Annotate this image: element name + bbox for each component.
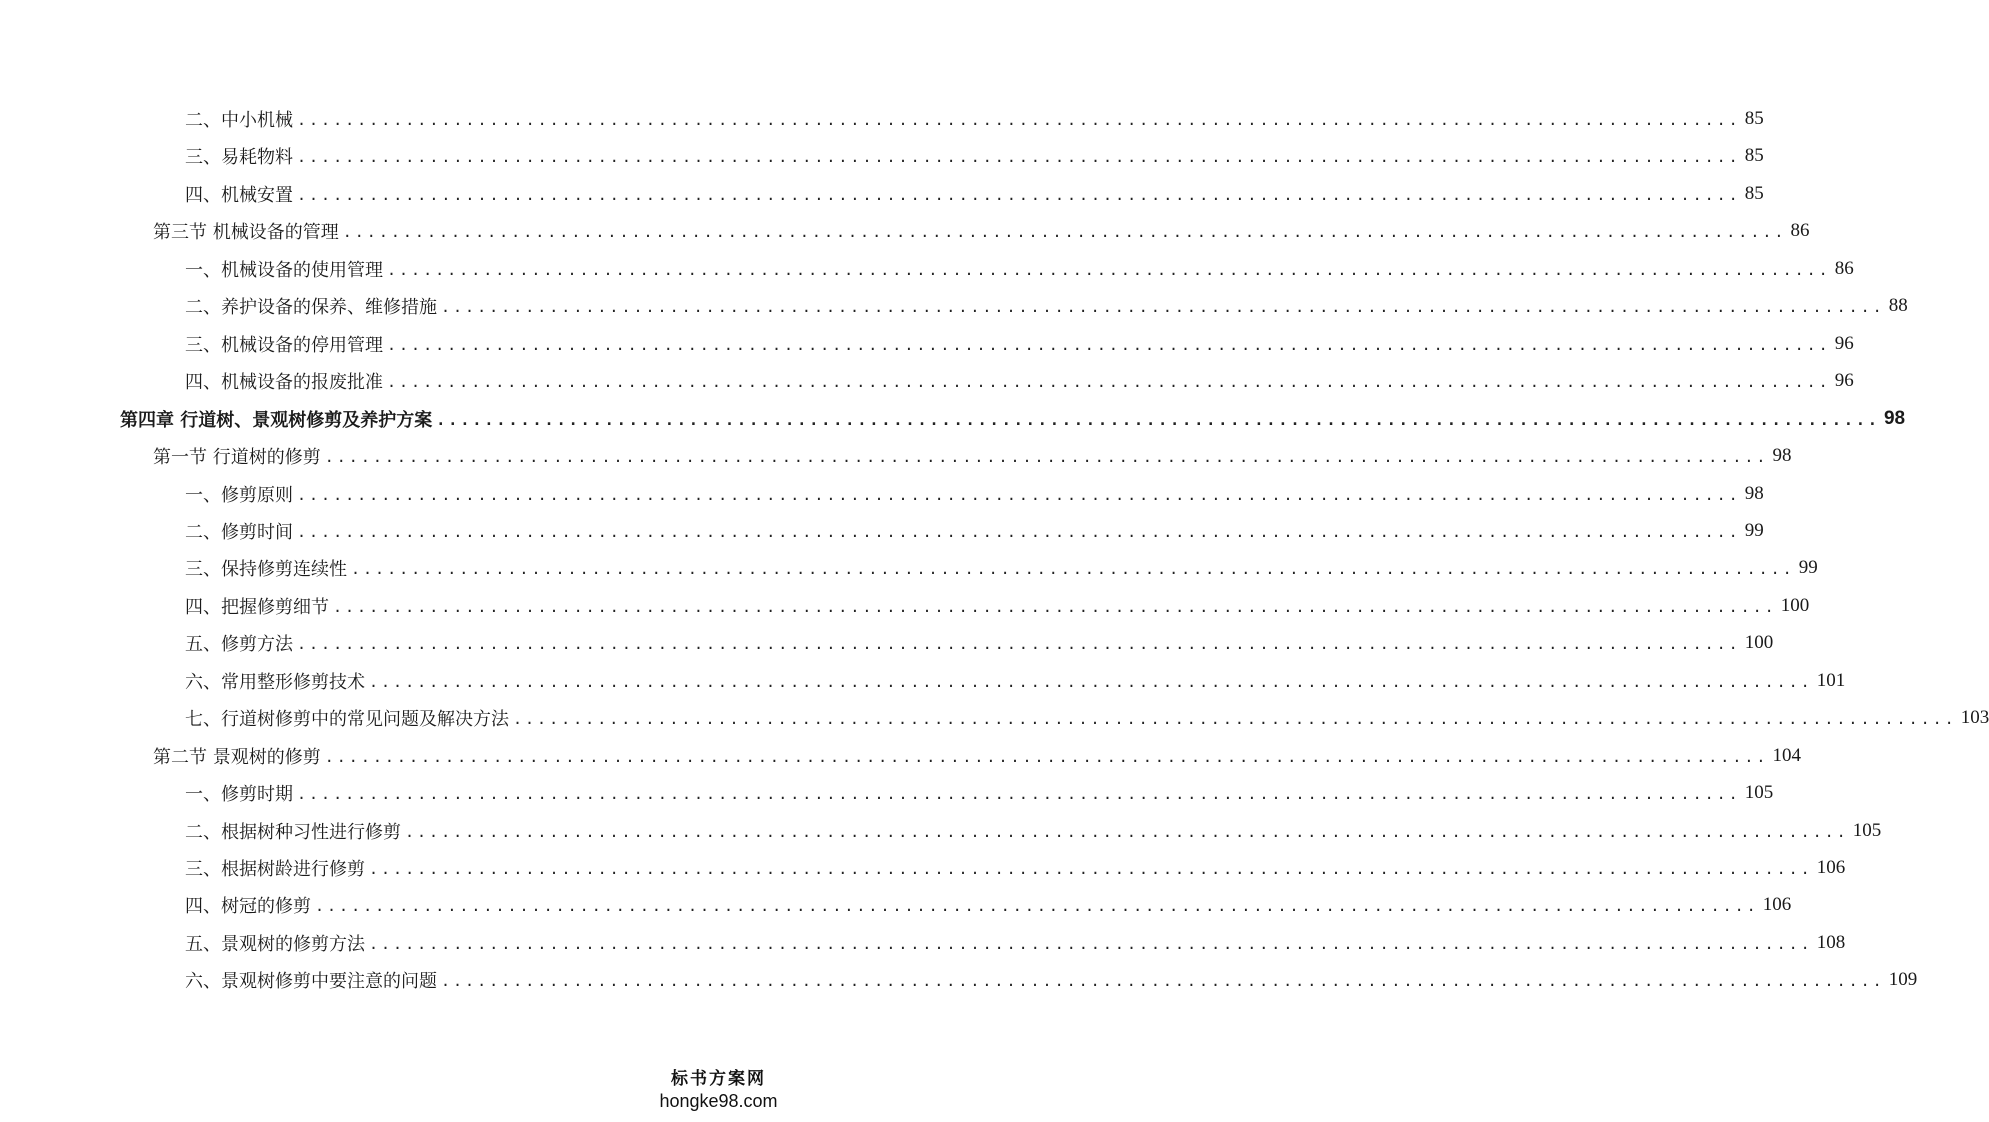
- toc-page-number: 98: [1744, 483, 1764, 504]
- toc-title: 二、养护设备的保养、维修措施: [185, 297, 437, 318]
- toc-title: 五、景观树的修剪方法: [185, 934, 365, 955]
- toc-leader-dots: ........................................................................................................................: [297, 486, 1741, 504]
- toc-chapter[interactable]: [120, 404, 1906, 434]
- toc-item[interactable]: [185, 965, 1918, 995]
- toc-page-number: 86: [1834, 258, 1854, 279]
- toc-page-number: 99: [1744, 520, 1764, 541]
- toc-section[interactable]: [153, 741, 1801, 771]
- toc-leader-dots: ........................................................................................................................: [342, 223, 1787, 241]
- toc-title: 第三节 机械设备的管理: [153, 222, 339, 243]
- toc-title: 一、修剪原则: [185, 485, 293, 506]
- toc-title: 三、易耗物料: [185, 147, 293, 168]
- toc-title: 四、机械安置: [185, 185, 293, 206]
- toc-leader-dots: ........................................................................................................................: [297, 111, 1741, 129]
- toc-leader-dots: ........................................................................................................................: [436, 411, 1880, 429]
- toc-leader-dots: ........................................................................................................................: [297, 186, 1741, 204]
- watermark-url: hongke98.com: [659, 1091, 778, 1111]
- toc-item[interactable]: [185, 553, 1818, 583]
- toc-leader-dots: ........................................................................................................................: [369, 860, 1813, 878]
- toc-leader-dots: ........................................................................................................................: [369, 673, 1813, 691]
- toc-title: 六、景观树修剪中要注意的问题: [185, 971, 437, 992]
- toc-title: 五、修剪方法: [185, 634, 293, 655]
- toc-page-number: 98: [1883, 408, 1906, 429]
- toc-title: 四、机械设备的报废批准: [185, 372, 383, 393]
- toc-title: 二、根据树种习性进行修剪: [185, 822, 401, 843]
- toc-page-number: 105: [1744, 782, 1774, 803]
- toc-leader-dots: ........................................................................................................................: [387, 373, 1831, 391]
- toc-leader-dots: ........................................................................................................................: [405, 823, 1849, 841]
- toc-item[interactable]: [185, 291, 1908, 321]
- toc-page-number: 86: [1790, 220, 1810, 241]
- toc-title: 六、常用整形修剪技术: [185, 672, 365, 693]
- toc-title: 二、修剪时间: [185, 522, 293, 543]
- toc-item[interactable]: [185, 928, 1846, 958]
- toc-leader-dots: ........................................................................................................................: [324, 748, 1769, 766]
- toc-leader-dots: ........................................................................................................................: [351, 560, 1795, 578]
- watermark-name: 标书方案网: [671, 1069, 766, 1089]
- toc-title: 一、修剪时期: [185, 784, 293, 805]
- toc-page-number: 100: [1780, 595, 1810, 616]
- toc-leader-dots: ........................................................................................................................: [297, 635, 1741, 653]
- toc-page-number: 85: [1744, 183, 1764, 204]
- toc-item[interactable]: [185, 179, 1764, 209]
- toc-page-number: 109: [1888, 969, 1918, 990]
- toc-item[interactable]: [185, 703, 1989, 733]
- toc-item[interactable]: [185, 628, 1774, 658]
- toc-page-number: 108: [1816, 932, 1846, 953]
- toc-item[interactable]: [185, 853, 1846, 883]
- toc-section[interactable]: [153, 216, 1810, 246]
- toc-title: 第二节 景观树的修剪: [153, 747, 321, 768]
- toc-leader-dots: ........................................................................................................................: [333, 598, 1777, 616]
- toc-item[interactable]: [185, 104, 1764, 134]
- toc-title: 三、机械设备的停用管理: [185, 335, 383, 356]
- toc-leader-dots: ........................................................................................................................: [387, 336, 1831, 354]
- toc-page-number: 104: [1772, 745, 1801, 766]
- toc-title: 三、保持修剪连续性: [185, 559, 347, 580]
- toc-page-number: 100: [1744, 632, 1774, 653]
- toc-section[interactable]: [153, 441, 1792, 471]
- toc-page-number: 96: [1834, 370, 1854, 391]
- toc-page-number: 106: [1816, 857, 1846, 878]
- toc-item[interactable]: [185, 479, 1764, 509]
- toc-item[interactable]: [185, 366, 1854, 396]
- toc-title: 第一节 行道树的修剪: [153, 447, 321, 468]
- toc-item[interactable]: [185, 816, 1882, 846]
- toc-title: 二、中小机械: [185, 110, 293, 131]
- toc-leader-dots: ........................................................................................................................: [441, 298, 1885, 316]
- toc-leader-dots: ........................................................................................................................: [297, 148, 1741, 166]
- toc-item[interactable]: [185, 890, 1792, 920]
- toc-page-number: 96: [1834, 333, 1854, 354]
- toc-page-number: 103: [1960, 707, 1989, 728]
- toc-item[interactable]: [185, 666, 1846, 696]
- toc-page-number: 98: [1772, 445, 1792, 466]
- toc-item[interactable]: [185, 254, 1854, 284]
- toc-item[interactable]: [185, 591, 1810, 621]
- toc-item[interactable]: [185, 141, 1764, 171]
- toc-leader-dots: ........................................................................................................................: [513, 710, 1957, 728]
- toc-title: 七、行道树修剪中的常见问题及解决方法: [185, 709, 509, 730]
- toc-item[interactable]: [185, 778, 1774, 808]
- toc-leader-dots: ........................................................................................................................: [315, 897, 1759, 915]
- toc-title: 四、树冠的修剪: [185, 896, 311, 917]
- toc-page-number: 85: [1744, 145, 1764, 166]
- watermark: [656, 1064, 781, 1112]
- toc-title: 第四章 行道树、景观树修剪及养护方案: [120, 410, 433, 431]
- toc-page-number: 85: [1744, 108, 1764, 129]
- toc-page-number: 99: [1798, 557, 1818, 578]
- toc-leader-dots: ........................................................................................................................: [441, 972, 1885, 990]
- toc-title: 三、根据树龄进行修剪: [185, 859, 365, 880]
- toc-item[interactable]: [185, 329, 1854, 359]
- toc-leader-dots: ........................................................................................................................: [324, 448, 1769, 466]
- toc-item[interactable]: [185, 516, 1764, 546]
- toc-leader-dots: ........................................................................................................................: [297, 785, 1741, 803]
- toc-page-number: 101: [1816, 670, 1846, 691]
- toc-page-number: 106: [1762, 894, 1792, 915]
- toc-page-number: 105: [1852, 820, 1882, 841]
- toc-leader-dots: ........................................................................................................................: [297, 523, 1741, 541]
- toc-title: 四、把握修剪细节: [185, 597, 329, 618]
- toc-leader-dots: ........................................................................................................................: [369, 935, 1813, 953]
- toc-leader-dots: ........................................................................................................................: [387, 261, 1831, 279]
- toc-page-number: 88: [1888, 295, 1908, 316]
- toc-title: 一、机械设备的使用管理: [185, 260, 383, 281]
